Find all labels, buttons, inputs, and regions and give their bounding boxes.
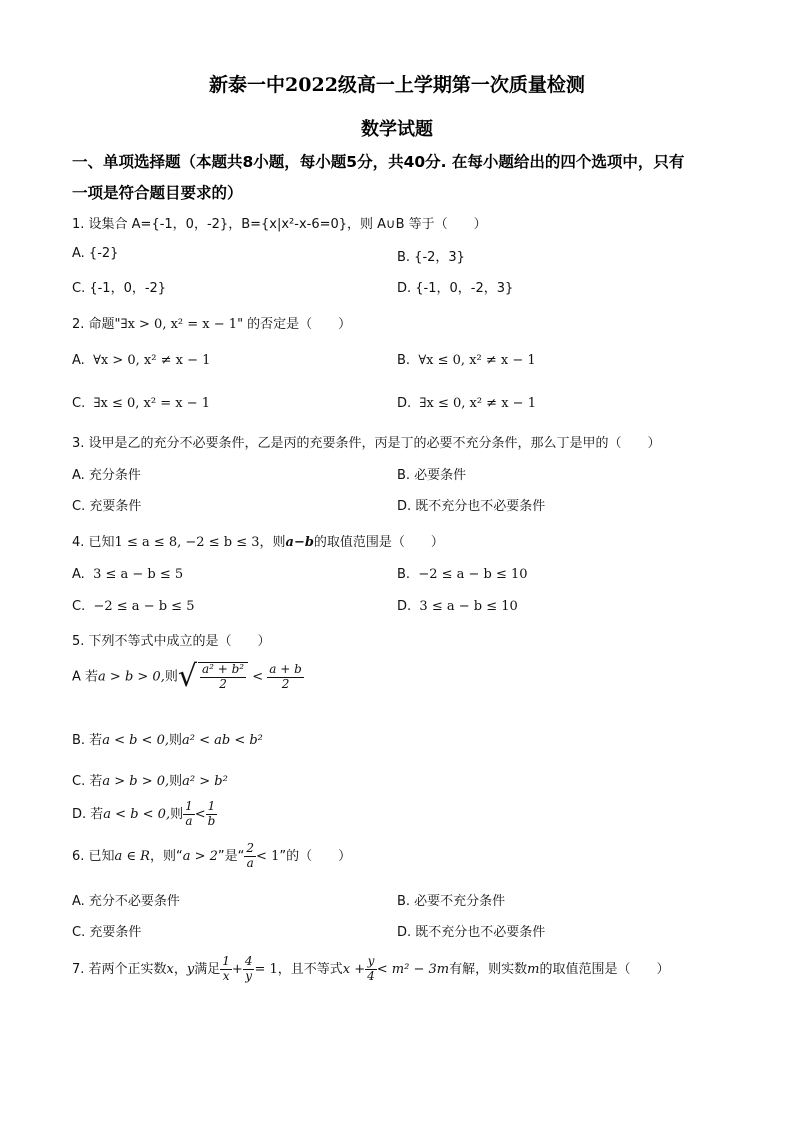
q5-a-radicand (198, 662, 248, 692)
q5-a-lt: < (252, 669, 264, 685)
q7-f2-den: y (245, 968, 253, 983)
q5-a-pre: A 若 (72, 669, 99, 685)
q4-a-label: A. (72, 567, 85, 582)
q7-frac1 (220, 955, 232, 984)
q5-a-cond: a > b > 0, (98, 669, 165, 685)
q6-stem-mid2: ”是“ (217, 848, 245, 864)
q6-stem-q: < 1 (256, 848, 280, 864)
q7-plus: + (231, 961, 243, 977)
q3-option-a: A. 充分条件 (72, 468, 141, 483)
q4-stem-pre: 4. 已知 (72, 535, 115, 550)
q3-option-d: D. 既不充分也不必要条件 (397, 499, 546, 514)
q2-b-math: ∀x ≤ 0, x² ≠ x − 1 (418, 353, 536, 368)
q2-option-d (397, 396, 536, 411)
q6-option-d: D. 既不充分也不必要条件 (397, 925, 546, 940)
q2-stem-pre: 2. 命题" (72, 317, 121, 332)
q7-m: m (527, 961, 540, 977)
q4-stem-expr: a−b (285, 535, 314, 550)
q5-a-rhs-frac (267, 663, 304, 692)
q5-d-lhs-den: a (185, 813, 193, 828)
q2-d-label: D. (397, 396, 412, 411)
q2-c-label: C. (72, 396, 86, 411)
q4-b-math: −2 ≤ a − b ≤ 10 (418, 567, 528, 582)
q5-b-then: 则 (168, 733, 182, 748)
q7-stem (72, 955, 669, 984)
q2-d-math: ∃x ≤ 0, x² ≠ x − 1 (419, 396, 536, 411)
q7-post: 的取值范围是（ ） (539, 961, 670, 977)
q4-a-math: 3 ≤ a − b ≤ 5 (93, 567, 184, 582)
q5-a-rad-den: 2 (219, 677, 227, 691)
q7-frac3 (365, 955, 377, 984)
q7-f3-den: 4 (367, 968, 375, 983)
q2-option-a (72, 353, 210, 368)
q5-b-pre: B. 若 (72, 733, 103, 748)
q7-mid3: 有解，则实数 (449, 961, 528, 977)
exam-title: 新泰一中2022级高一上学期第一次质量检测 (209, 74, 585, 96)
q4-d-label: D. (397, 599, 412, 614)
q4-c-label: C. (72, 599, 86, 614)
q2-a-math: ∀x > 0, x² ≠ x − 1 (93, 353, 211, 368)
q4-option-d (397, 599, 518, 614)
q5-c-res: a² > b² (182, 774, 228, 789)
q6-option-b: B. 必要不充分条件 (397, 894, 506, 909)
q7-y: y (186, 961, 195, 977)
q5-d-rhs-den: b (207, 813, 216, 828)
q7-frac2 (243, 955, 255, 984)
q6-frac-den: a (246, 855, 254, 870)
q5-d-lt: < (194, 806, 206, 822)
q7-f1-num: 1 (222, 954, 230, 968)
q5-b-res: a² < ab < b² (182, 733, 263, 748)
q5-option-b (72, 729, 263, 748)
q2-option-c (72, 396, 210, 411)
q5-d-pre: D. 若 (72, 806, 104, 822)
radical-sign: √ (177, 659, 197, 694)
q6-stem (72, 842, 351, 871)
q3-stem: 3. 设甲是乙的充分不必要条件，乙是丙的充要条件，丙是丁的必要不充分条件，那么丁是甲的（ ） (72, 436, 661, 451)
exam-subtitle: 数学试题 (361, 119, 433, 140)
q5-c-then: 则 (169, 774, 183, 789)
q3-option-b: B. 必要条件 (397, 468, 467, 483)
q5-d-then: 则 (170, 806, 184, 822)
q5-d-cond: a < b < 0, (103, 806, 171, 822)
q4-b-label: B. (397, 567, 411, 582)
section-heading: 一、单项选择题（本题共8小题，每小题5分，共40分. 在每小题给出的四个选项中，只有 (72, 153, 685, 171)
q6-stem-cond: a ∈ R (114, 848, 150, 864)
q5-d-lhs-frac (183, 800, 195, 829)
q6-option-a: A. 充分不必要条件 (72, 894, 180, 909)
q5-option-a (72, 659, 304, 694)
q2-option-b (397, 353, 536, 368)
q7-f2-num: 4 (244, 954, 253, 968)
q5-a-then: 则 (164, 669, 178, 685)
q5-option-d (72, 800, 217, 829)
q3-option-c: C. 充要条件 (72, 499, 142, 514)
q7-f1-den: x (222, 968, 230, 983)
q4-stem-post: 的取值范围是（ ） (313, 535, 444, 550)
q6-stem-mid1: ，则“ (149, 848, 183, 864)
q4-option-a (72, 567, 183, 582)
q5-d-lhs-num: 1 (185, 799, 193, 813)
q4-c-math: −2 ≤ a − b ≤ 5 (93, 599, 195, 614)
q6-option-c: C. 充要条件 (72, 925, 142, 940)
q7-ineq-x: x + (342, 961, 366, 977)
q7-ineq-rhs: < m² − 3m (376, 961, 450, 977)
q1-option-b: B. {-2，3} (397, 250, 465, 265)
q5-stem: 5. 下列不等式中成立的是（ ） (72, 634, 271, 649)
q4-d-math: 3 ≤ a − b ≤ 10 (419, 599, 518, 614)
q5-d-rhs-frac (206, 800, 218, 829)
q1-stem: 1. 设集合 A={-1，0，-2}，B={x|x²-x-6=0}，则 A∪B 等于（ ） (72, 217, 487, 232)
q5-option-c (72, 770, 228, 789)
section-heading-cont: 一项是符合题目要求的） (72, 184, 243, 202)
q6-stem-frac (244, 842, 256, 871)
q5-c-cond: a > b > 0, (102, 774, 170, 789)
q7-comma: ， (173, 961, 187, 977)
q5-a-radicand-frac (200, 663, 246, 692)
q2-c-math: ∃x ≤ 0, x² = x − 1 (93, 396, 211, 411)
q1-option-a: A. {-2} (72, 246, 119, 261)
q7-pre: 7. 若两个正实数 (72, 961, 167, 977)
q6-frac-num: 2 (246, 841, 255, 855)
q6-stem-pre: 6. 已知 (72, 848, 115, 864)
q4-stem-mid: ，则 (259, 535, 286, 550)
q4-option-c (72, 599, 194, 614)
q6-stem-p: a > 2 (182, 848, 218, 864)
q2-stem (72, 313, 351, 332)
q7-mid2: ，且不等式 (277, 961, 343, 977)
q2-stem-math: ∃x > 0, x² = x − 1 (120, 317, 238, 332)
q5-a-rhs-num: a + b (269, 661, 302, 676)
q5-a-rhs-den: 2 (281, 676, 290, 691)
q5-d-rhs-num: 1 (206, 800, 218, 815)
q1-option-c: C. {-1，0，-2} (72, 281, 167, 296)
q1-option-d: D. {-1，0，-2，3} (397, 281, 514, 296)
q5-c-pre: C. 若 (72, 774, 103, 789)
q7-x: x (166, 961, 174, 977)
q2-a-label: A. (72, 353, 85, 368)
q5-b-cond: a < b < 0, (102, 733, 169, 748)
q4-stem-math: 1 ≤ a ≤ 8, −2 ≤ b ≤ 3 (114, 535, 260, 550)
q2-stem-post: " 的否定是（ ） (237, 317, 352, 332)
q7-f3-num: y (365, 955, 377, 970)
q4-option-b (397, 567, 528, 582)
q7-mid1: 满足 (194, 961, 221, 977)
q5-a-rad-num: a² + b² (201, 662, 245, 677)
q4-stem (72, 531, 444, 550)
q2-b-label: B. (397, 353, 411, 368)
q6-stem-post: ”的（ ） (279, 848, 352, 864)
q7-eq: = 1 (254, 961, 278, 977)
